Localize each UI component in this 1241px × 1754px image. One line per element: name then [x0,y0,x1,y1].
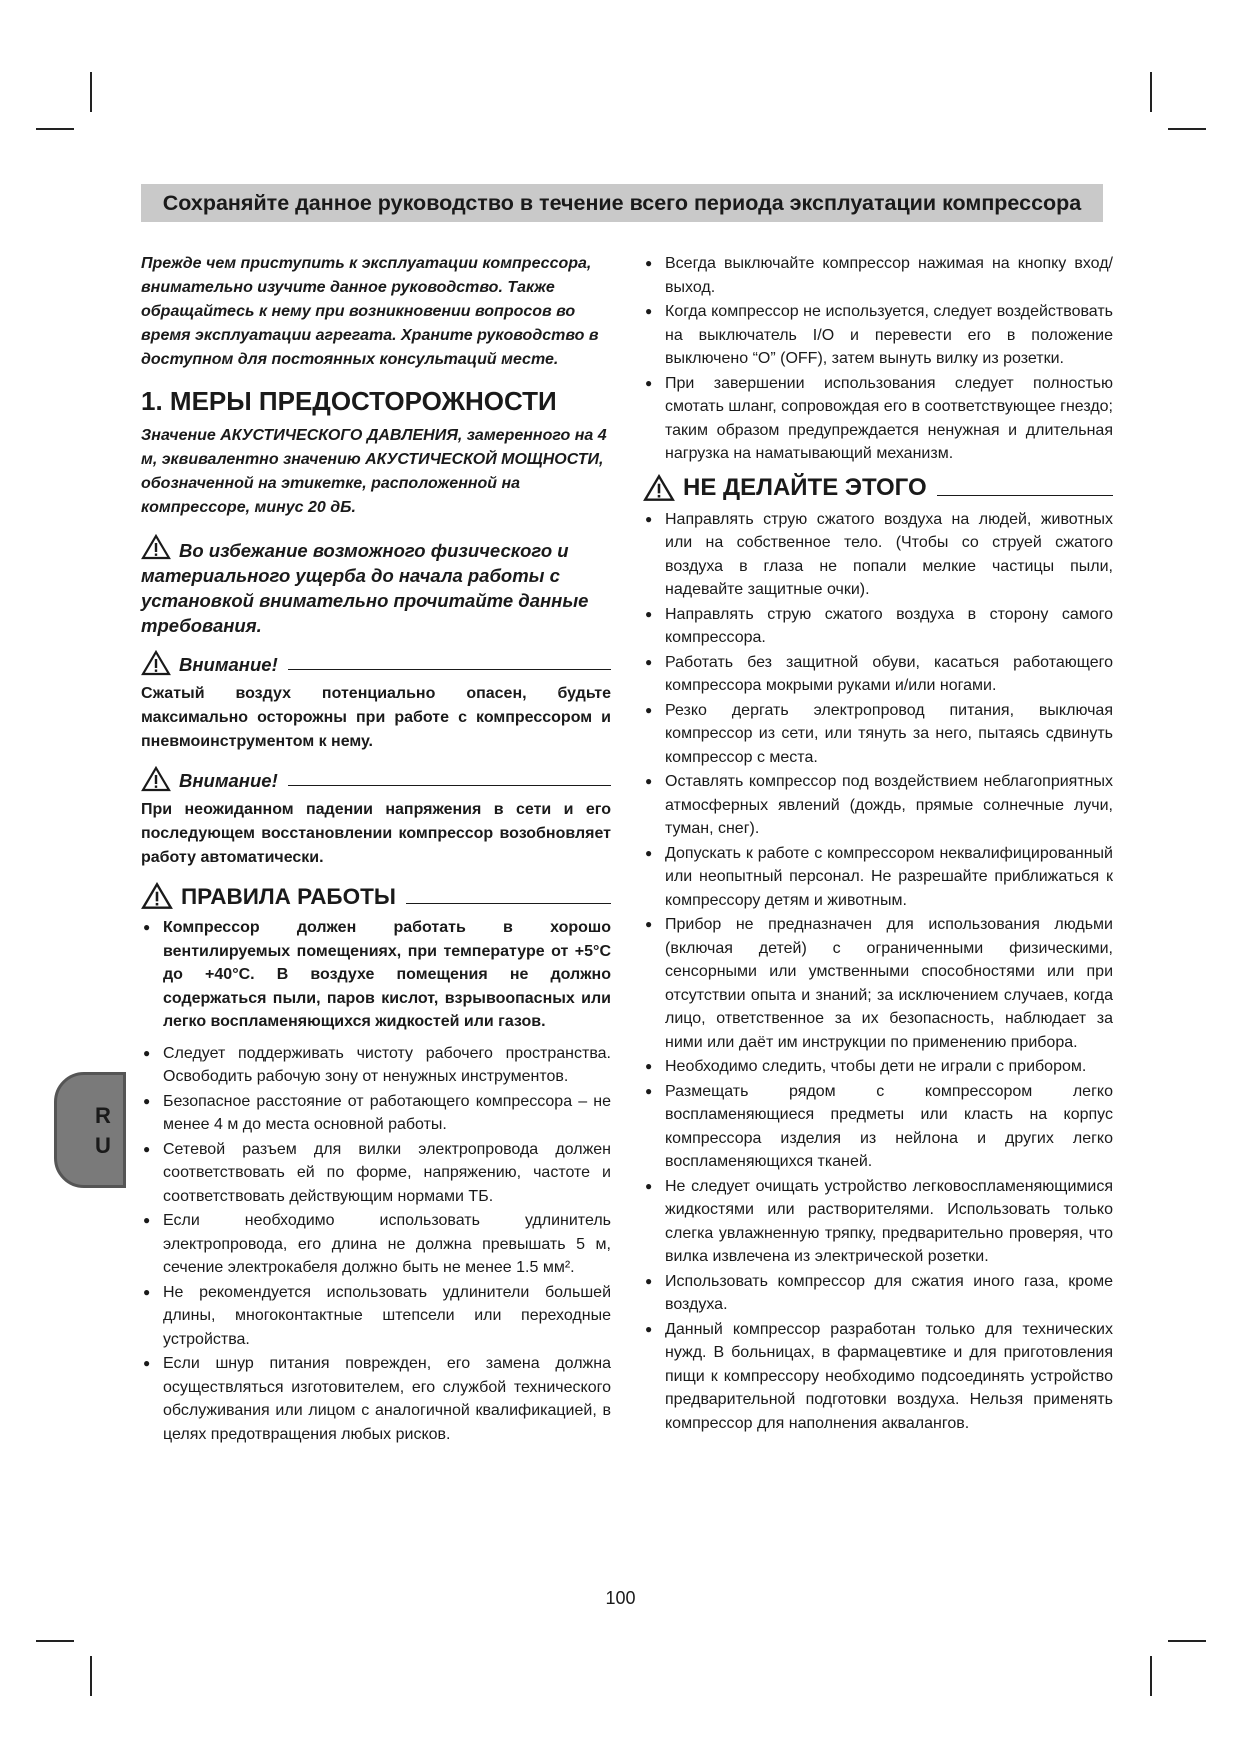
attention-title: Внимание! [179,770,278,791]
list-item: ● Оставлять компрессор под воздействием неблагоприятных атмосферных явлений (дождь, прямые солнечные лучи, туман, снег). [643,770,1113,841]
language-tab [54,1072,126,1188]
rules-bold-list [141,916,611,1034]
heading-rule [288,785,611,786]
rules-title: ПРАВИЛА РАБОТЫ [181,884,396,909]
warning-triangle-icon [141,882,173,910]
attention-heading [141,650,611,676]
heading-rule [288,669,611,670]
crop-mark [90,72,92,112]
warning-triangle-icon [141,766,171,792]
list-item: ● Если необходимо использовать удлинитель электропровода, его длина не должна превышать 5 м, сечение электрокабеля должно быть не менее 1.5 мм². [141,1209,611,1280]
intro-text: Прежде чем приступить к эксплуатации компрессора, внимательно изучите данное руководство. Также обращайтесь к нему при возникновении вопросов во время эксплуатации агрегата. Храните руководство в доступном для постоянных консультаций месте. [141,255,599,368]
list-item: ● Безопасное расстояние от работающего компрессора – не менее 4 м до места основной работы. [141,1090,611,1137]
crop-mark [1150,1656,1152,1696]
list-item: ● Направлять струю сжатого воздуха на людей, животных или на собственное тело. (Чтобы со струей сжатого воздуха в глаза не попали мелкие частицы пыли, надевайте защитные очки). [643,508,1113,602]
list-item: ● Всегда выключайте компрессор нажимая на кнопку вход/выход. [643,252,1113,299]
dont-title: НЕ ДЕЛАЙТЕ ЭТОГО [683,473,927,501]
top-list [643,252,1113,466]
list-item: ● Следует поддерживать чистоту рабочего пространства. Освободить рабочую зону от ненужных инструментов. [141,1042,611,1089]
list-item: ● Размещать рядом с компрессором легко воспламеняющиеся предметы или класть на корпус компрессора изделия из нейлона и других легко воспламеняющихся тканей. [643,1080,1113,1174]
acoustic-note: Значение АКУСТИЧЕСКОГО ДАВЛЕНИЯ, замеренного на 4 м, эквивалентно значению АКУСТИЧЕСКОЙ МОЩНОСТИ, обозначенной на этикетке, расположенной на компрессоре, минус 20 дБ. [141,427,607,516]
crop-mark [1168,128,1206,130]
list-item: ● Использовать компрессор для сжатия иного газа, кроме воздуха. [643,1270,1113,1317]
heading-rule [406,903,611,904]
warning-text: Во избежание возможного физического и материального ущерба до начала работы с установкой внимательно прочитайте данные требования. [141,540,589,636]
dont-list [643,508,1113,1436]
warning-triangle-icon [141,534,171,560]
list-item: ● Необходимо следить, чтобы дети не играли с прибором. [643,1055,1113,1079]
crop-mark [90,1656,92,1696]
attention-title: Внимание! [179,654,278,675]
rules-heading [141,882,611,910]
section-title: 1. МЕРЫ ПРЕДОСТОРОЖНОСТИ [141,386,557,416]
attention-heading [141,766,611,792]
list-item: ● Не рекомендуется использовать удлинители большей длины, многоконтактные штепсели или переходные устройства. [141,1281,611,1352]
page-number: 100 [605,1588,636,1608]
warning-triangle-icon [141,650,171,676]
language-letter: R [95,1103,111,1128]
list-item: ● Компрессор должен работать в хорошо вентилируемых помещениях, при температуре от +5°С до +40°С. В воздухе помещения не должно содержаться пыли, паров кислот, взрывоопасных или легко воспламеняющихся жидкостей или газов. [141,916,611,1034]
attention-text: При неожиданном падении напряжения в сети и его последующем восстановлении компрессор возобновляет работу автоматически. [141,801,611,866]
warning-triangle-icon [643,474,675,502]
list-item: ● При завершении использования следует полностью смотать шланг, сопровождая его в соответствующее гнездо; таким образом предупреждается ненужная и длительная нагрузка на наматывающий механизм. [643,372,1113,466]
list-item: ● Прибор не предназначен для использования людьми (включая детей) с ограниченными физическими, сенсорными или умственными способностями или при отсутствии опыта и знаний; за исключением случаев, когда лицо, ответственное за их безопасность, наблюдает за ними или даёт им инструкции по применению прибора. [643,913,1113,1054]
right-column [643,252,1113,1443]
warning-block [141,534,611,638]
crop-mark [36,1640,74,1642]
list-item: ● Работать без защитной обуви, касаться работающего компрессора мокрыми руками и/или ногами. [643,651,1113,698]
crop-mark [1168,1640,1206,1642]
list-item: ● Направлять струю сжатого воздуха в сторону самого компрессора. [643,603,1113,650]
list-item: ● Резко дергать электропровод питания, выключая компрессор из сети, или тянуть за него, пытаясь сдвинуть компрессор с места. [643,699,1113,770]
language-letter: U [95,1133,111,1158]
crop-mark [1150,72,1152,112]
list-item: ● Не следует очищать устройство легковоспламеняющимися жидкостями или растворителями. Использовать только слегка увлажненную тряпку, предварительно проверяя, что вилка извлечена из электрической розетки. [643,1175,1113,1269]
rules-list [141,1042,611,1447]
dont-heading [643,474,1113,502]
heading-rule [937,495,1113,496]
list-item: ● Сетевой разъем для вилки электропровода должен соответствовать ей по форме, напряжению, частоте и соответствовать действующим нормами ТБ. [141,1138,611,1209]
list-item: ● Когда компрессор не используется, следует воздействовать на выключатель I/O и перевести его в положение выключено “O” (OFF), затем вынуть вилку из розетки. [643,300,1113,371]
attention-text: Сжатый воздух потенциально опасен, будьте максимально осторожны при работе с компрессором и пневмоинструментом к нему. [141,685,611,750]
crop-mark [36,128,74,130]
left-column [141,252,611,1454]
list-item: ● Допускать к работе с компрессором неквалифицированный или неопытный персонал. Не разрешайте приближаться к компрессору детям и животным. [643,842,1113,913]
header-banner: Сохраняйте данное руководство в течение всего периода эксплуатации компрессора [141,184,1103,222]
list-item: ● Если шнур питания поврежден, его замена должна осуществляться изготовителем, его службой технического обслуживания или лицом с аналогичной квалификацией, в целях предотвращения любых рисков. [141,1352,611,1446]
list-item: ● Данный компрессор разработан только для технических нужд. В больницах, в фармацевтике и для приготовления пищи к компрессору необходимо подсоединять устройство предварительной подготовки воздуха. Нельзя применять компрессор для наполнения аквалангов. [643,1318,1113,1436]
